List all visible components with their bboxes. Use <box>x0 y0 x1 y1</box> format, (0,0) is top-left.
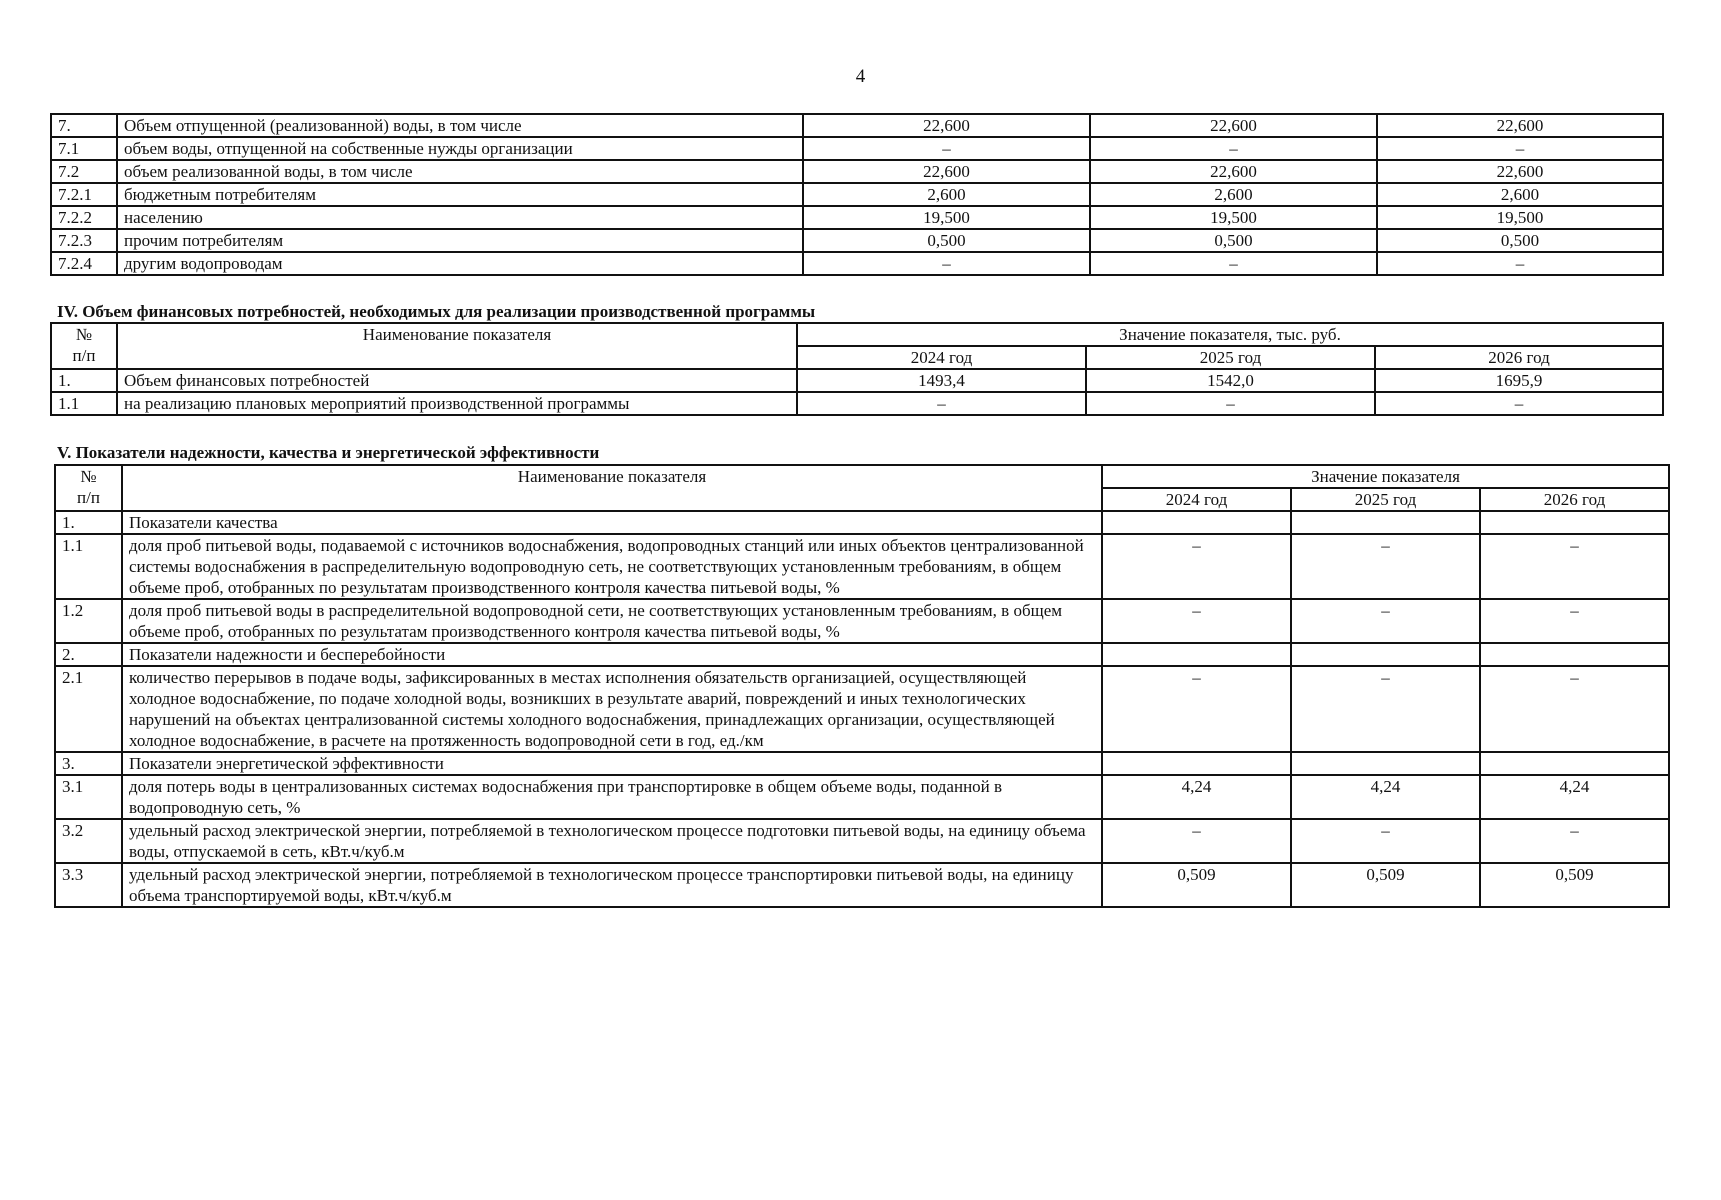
number-header-line2: п/п <box>72 346 96 365</box>
row-number: 2.1 <box>55 666 122 752</box>
value-2025: – <box>1291 819 1480 863</box>
value-2025: – <box>1291 599 1480 643</box>
row-number: 3.2 <box>55 819 122 863</box>
table-row <box>51 392 1663 415</box>
table-row <box>55 534 1669 599</box>
value-2025: – <box>1086 392 1375 415</box>
indicator-name: Объем отпущенной (реализованной) воды, в том числе <box>117 114 803 137</box>
row-number: 1. <box>55 511 122 534</box>
indicator-name: удельный расход электрической энергии, потребляемой в технологическом процессе транспортировки питьевой воды, на единицу объема транспортируемой воды, кВт.ч/куб.м <box>122 863 1102 907</box>
indicator-name: доля проб питьевой воды, подаваемой с источников водоснабжения, водопроводных станций или иных объектов централизованной системы водоснабжения в распределительную водопроводную сеть, не соответствующих установленным требованиям, в общем объеме проб, отобранных по результатам производственного контроля качества питьевой воды, % <box>122 534 1102 599</box>
value-header: Значение показателя, тыс. руб. <box>797 323 1663 346</box>
row-number: 1.2 <box>55 599 122 643</box>
value-2025 <box>1291 752 1480 775</box>
value-2025: 19,500 <box>1090 206 1377 229</box>
value-2026: – <box>1480 819 1669 863</box>
value-2026 <box>1480 511 1669 534</box>
table-row <box>51 369 1663 392</box>
number-header <box>51 323 117 369</box>
year-header-2024: 2024 год <box>797 346 1086 369</box>
value-2025: 22,600 <box>1090 114 1377 137</box>
value-2026 <box>1480 643 1669 666</box>
section-4-title: IV. Объем финансовых потребностей, необходимых для реализации производственной программы <box>57 302 816 321</box>
indicator-name: населению <box>117 206 803 229</box>
indicator-name: бюджетным потребителям <box>117 183 803 206</box>
value-2025: – <box>1090 137 1377 160</box>
section-5-title: V. Показатели надежности, качества и энергетической эффективности <box>57 443 600 462</box>
value-2024: – <box>803 137 1090 160</box>
table-row <box>55 775 1669 819</box>
number-header-line1: № <box>75 325 93 344</box>
name-header: Наименование показателя <box>117 323 797 369</box>
indicator-name: Показатели качества <box>122 511 1102 534</box>
row-number: 7. <box>51 114 117 137</box>
table-row <box>55 666 1669 752</box>
value-2025: 0,509 <box>1291 863 1480 907</box>
name-header: Наименование показателя <box>122 465 1102 511</box>
indicator-name: Показатели надежности и бесперебойности <box>122 643 1102 666</box>
indicator-name: объем реализованной воды, в том числе <box>117 160 803 183</box>
number-header-line2: п/п <box>77 488 100 507</box>
value-2026: – <box>1480 666 1669 752</box>
value-2025: 22,600 <box>1090 160 1377 183</box>
table-row <box>51 114 1663 137</box>
indicator-name: Объем финансовых потребностей <box>117 369 797 392</box>
row-number: 7.1 <box>51 137 117 160</box>
value-2024: 2,600 <box>803 183 1090 206</box>
value-2025: – <box>1090 252 1377 275</box>
value-2026: – <box>1377 252 1663 275</box>
value-2026: – <box>1480 599 1669 643</box>
header-row <box>51 323 1663 346</box>
table-row <box>55 752 1669 775</box>
indicator-name: прочим потребителям <box>117 229 803 252</box>
value-2024: 22,600 <box>803 114 1090 137</box>
reliability-quality-table <box>54 464 1670 908</box>
header-row <box>55 465 1669 488</box>
page-number: 4 <box>855 66 866 87</box>
row-number: 7.2.1 <box>51 183 117 206</box>
row-number: 3.1 <box>55 775 122 819</box>
indicator-name: количество перерывов в подаче воды, зафиксированных в местах исполнения обязательств организацией, осуществляющей холодное водоснабжение, по подаче холодной воды, возникших в результате аварий, повреждений и иных технологических нарушений на объектах централизованной системы холодного водоснабжения, принадлежащих организации, осуществляющей холодное водоснабжение, в расчете на протяженность водопроводной сети в год, ед./км <box>122 666 1102 752</box>
value-2026 <box>1480 752 1669 775</box>
value-2025: 4,24 <box>1291 775 1480 819</box>
row-number: 2. <box>55 643 122 666</box>
table-row <box>51 137 1663 160</box>
table-row <box>51 160 1663 183</box>
table-row <box>55 599 1669 643</box>
year-header-2025: 2025 год <box>1086 346 1375 369</box>
value-2024 <box>1102 511 1291 534</box>
value-2024: – <box>1102 534 1291 599</box>
value-2024: 0,509 <box>1102 863 1291 907</box>
value-2025: 0,500 <box>1090 229 1377 252</box>
indicator-name: Показатели энергетической эффективности <box>122 752 1102 775</box>
row-number: 7.2 <box>51 160 117 183</box>
value-2024: 4,24 <box>1102 775 1291 819</box>
value-2024: – <box>803 252 1090 275</box>
value-2024: – <box>797 392 1086 415</box>
financial-needs-table <box>50 322 1664 416</box>
row-number: 7.2.4 <box>51 252 117 275</box>
year-header-2026: 2026 год <box>1480 488 1669 511</box>
year-header-2025: 2025 год <box>1291 488 1480 511</box>
value-2024 <box>1102 643 1291 666</box>
table-row <box>51 252 1663 275</box>
table-row <box>55 863 1669 907</box>
value-2024: 1493,4 <box>797 369 1086 392</box>
table-row <box>51 183 1663 206</box>
number-header-line1: № <box>80 467 97 486</box>
table-row <box>51 206 1663 229</box>
year-header-2024: 2024 год <box>1102 488 1291 511</box>
indicator-name: доля потерь воды в централизованных системах водоснабжения при транспортировке в общем объеме воды, поданной в водопроводную сеть, % <box>122 775 1102 819</box>
value-2024: 22,600 <box>803 160 1090 183</box>
value-2026: 22,600 <box>1377 160 1663 183</box>
year-header-2026: 2026 год <box>1375 346 1663 369</box>
number-header <box>55 465 122 511</box>
value-2025 <box>1291 643 1480 666</box>
value-2024: – <box>1102 666 1291 752</box>
value-2026: – <box>1480 534 1669 599</box>
value-2025: 2,600 <box>1090 183 1377 206</box>
row-number: 3.3 <box>55 863 122 907</box>
value-header: Значение показателя <box>1102 465 1669 488</box>
value-2026: – <box>1375 392 1663 415</box>
value-2024: – <box>1102 599 1291 643</box>
value-2024: – <box>1102 819 1291 863</box>
water-volume-table <box>50 113 1664 276</box>
indicator-name: на реализацию плановых мероприятий производственной программы <box>117 392 797 415</box>
row-number: 1.1 <box>51 392 117 415</box>
indicator-name: объем воды, отпущенной на собственные нужды организации <box>117 137 803 160</box>
indicator-name: удельный расход электрической энергии, потребляемой в технологическом процессе подготовки питьевой воды, на единицу объема воды, отпускаемой в сеть, кВт.ч/куб.м <box>122 819 1102 863</box>
value-2026: 2,600 <box>1377 183 1663 206</box>
row-number: 7.2.2 <box>51 206 117 229</box>
value-2026: 0,500 <box>1377 229 1663 252</box>
value-2024: 19,500 <box>803 206 1090 229</box>
table-row <box>55 819 1669 863</box>
value-2026: 1695,9 <box>1375 369 1663 392</box>
row-number: 1. <box>51 369 117 392</box>
indicator-name: доля проб питьевой воды в распределительной водопроводной сети, не соответствующих установленным требованиям, в общем объеме проб, отобранных по результатам производственного контроля качества питьевой воды, % <box>122 599 1102 643</box>
value-2024: 0,500 <box>803 229 1090 252</box>
row-number: 1.1 <box>55 534 122 599</box>
row-number: 7.2.3 <box>51 229 117 252</box>
value-2025: – <box>1291 666 1480 752</box>
indicator-name: другим водопроводам <box>117 252 803 275</box>
value-2025: – <box>1291 534 1480 599</box>
value-2024 <box>1102 752 1291 775</box>
value-2026: – <box>1377 137 1663 160</box>
value-2026: 0,509 <box>1480 863 1669 907</box>
value-2025: 1542,0 <box>1086 369 1375 392</box>
table-row <box>55 643 1669 666</box>
table-row <box>51 229 1663 252</box>
value-2026: 19,500 <box>1377 206 1663 229</box>
value-2026: 4,24 <box>1480 775 1669 819</box>
table-row <box>55 511 1669 534</box>
row-number: 3. <box>55 752 122 775</box>
value-2025 <box>1291 511 1480 534</box>
value-2026: 22,600 <box>1377 114 1663 137</box>
